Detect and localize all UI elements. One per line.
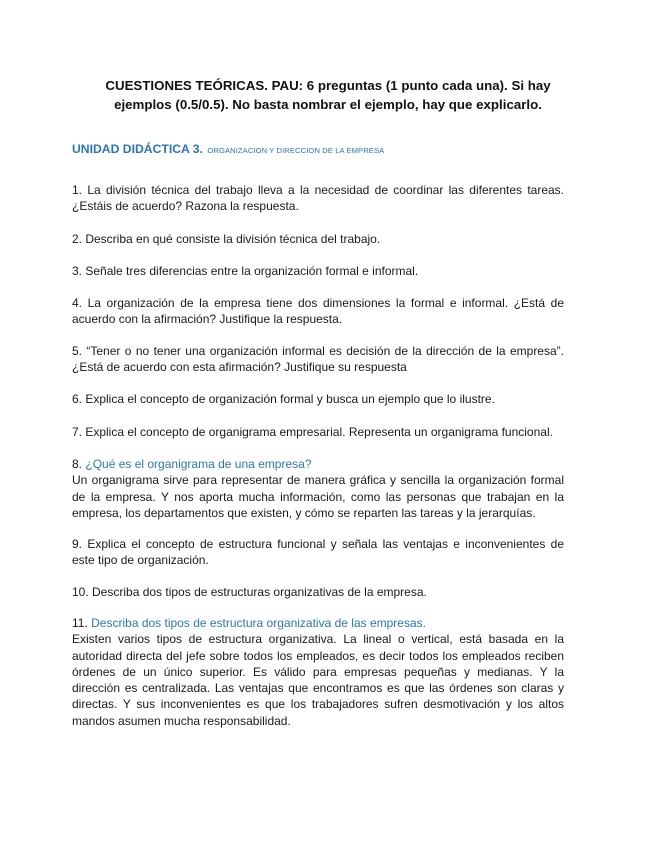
unit-heading [72,140,572,158]
question-4 [72,295,564,328]
question-text: 5. “Tener o no tener una organización informal es decisión de la dirección de la empresa”. ¿Está de acuerdo con esta afirmación? Justifique su respuesta [72,344,564,375]
question-10 [72,584,564,600]
question-heading [72,615,564,631]
answer-text: Existen varios tipos de estructura organizativa. La lineal o vertical, está basada en la autoridad directa del jefe sobre todos los empleados, es decir todos los empleados reciben órdenes de un único superior. Es válido para empresas pequeñas y medianas. Y la dirección es centralizada. Las ventajas que encontramos es que las órdenes son claras y directas. Y sus inconvenientes es que los trabajadores sufren desmotivación y los altos mandos asumen mucha responsabilidad. [72,632,564,728]
unit-label: UNIDAD DIDÁCTICA 3. [72,142,203,156]
question-text: 6. Explica el concepto de organización formal y busca un ejemplo que lo ilustre. [72,392,495,406]
unit-subtitle: ORGANIZACION Y DIRECCION DE LA EMPRESA [207,146,385,155]
question-7 [72,424,564,440]
question-text: Describa dos tipos de estructura organizativa de las empresas. [91,616,426,630]
document-title [72,76,584,114]
question-2 [72,231,564,247]
question-heading [72,456,564,472]
question-8 [72,456,564,521]
question-text: 10. Describa dos tipos de estructuras organizativas de la empresa. [72,585,427,599]
question-1 [72,182,564,215]
title-line-2: ejemplos (0.5/0.5). No basta nombrar el ejemplo, hay que explicarlo. [114,97,542,112]
question-text: 7. Explica el concepto de organigrama empresarial. Representa un organigrama funcional. [72,425,553,439]
title-line-1: CUESTIONES TEÓRICAS. PAU: 6 preguntas (1 punto cada una). Si hay [105,78,551,93]
question-6 [72,391,564,407]
question-9 [72,536,564,569]
question-number: 11. [72,616,88,630]
question-text: 3. Señale tres diferencias entre la organización formal e informal. [72,264,419,278]
question-3 [72,263,564,279]
question-number: 8. [72,457,83,471]
answer-text: Un organigrama sirve para representar de manera gráfica y sencilla la organización formal de la empresa. Y nos aporta mucha información, como las personas que trabajan en la empresa, los departamentos que existen, y cómo se reparten las tareas y la jerarquías. [72,473,564,520]
question-5 [72,343,564,376]
question-text: ¿Qué es el organigrama de una empresa? [85,457,312,471]
question-text: 4. La organización de la empresa tiene dos dimensiones la formal e informal. ¿Está de acuerdo con la afirmación? Justifique la respuesta. [72,296,564,327]
question-text: 2. Describa en qué consiste la división técnica del trabajo. [72,232,381,246]
question-11 [72,615,564,729]
question-text: 9. Explica el concepto de estructura funcional y señala las ventajas e inconvenientes de este tipo de organización. [72,537,564,568]
question-text: 1. La división técnica del trabajo lleva a la necesidad de coordinar las diferentes tareas. ¿Estáis de acuerdo? Razona la respuesta. [72,183,564,214]
